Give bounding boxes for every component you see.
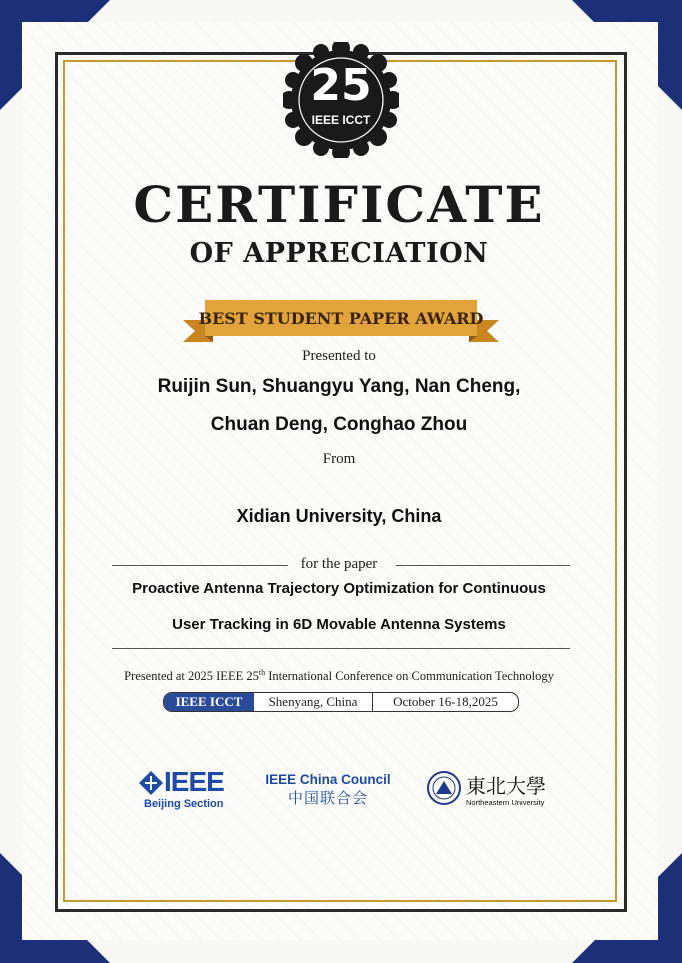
northeastern-university-logo bbox=[426, 768, 546, 812]
divider-right bbox=[396, 565, 570, 566]
seal-number: 25 bbox=[310, 60, 372, 111]
conference-location: Shenyang, China bbox=[254, 693, 373, 711]
divider-bottom bbox=[112, 648, 570, 649]
for-paper-label: for the paper bbox=[300, 556, 378, 572]
conference-tag: IEEE ICCT bbox=[164, 693, 254, 711]
presented-to-label: Presented to bbox=[302, 348, 376, 364]
ieee-beijing-logo bbox=[138, 766, 234, 814]
conference-suffix: International Conference on Communication Technology bbox=[265, 669, 554, 684]
paper-title-line-2: User Tracking in 6D Movable Antenna Systems bbox=[172, 616, 506, 633]
seal-name: IEEE ICCT bbox=[311, 113, 371, 127]
paper-title-line-1: Proactive Antenna Trajectory Optimization for Continuous bbox=[132, 580, 546, 597]
ieee-china-council-en: IEEE China Council bbox=[265, 772, 391, 787]
conference-info-bar bbox=[163, 692, 519, 712]
conference-ordinal: th bbox=[258, 668, 266, 677]
beijing-section-label: Beijing Section bbox=[144, 798, 224, 810]
university-name-cn: 東北大學 bbox=[466, 774, 546, 798]
recipients-line-2: Chuan Deng, Conghao Zhou bbox=[210, 414, 468, 435]
conference-seal-icon bbox=[283, 42, 399, 158]
ieee-china-council-cn: 中国联合会 bbox=[287, 789, 368, 807]
certificate-subtitle: OF APPRECIATION bbox=[189, 238, 489, 269]
institution-name: Xidian University, China bbox=[236, 506, 442, 526]
recipients-line-1: Ruijin Sun, Shuangyu Yang, Nan Cheng, bbox=[157, 376, 521, 397]
ieee-china-council-logo bbox=[256, 772, 400, 812]
conference-prefix: Presented at 2025 IEEE 25 bbox=[124, 669, 259, 684]
from-label: From bbox=[322, 451, 356, 467]
ieee-diamond-icon bbox=[138, 770, 164, 796]
ieee-word: IEEE bbox=[164, 766, 224, 797]
conference-dates: October 16-18,2025 bbox=[393, 694, 498, 709]
award-name: BEST STUDENT PAPER AWARD bbox=[198, 309, 484, 328]
university-emblem-icon bbox=[426, 770, 462, 806]
conference-statement bbox=[63, 668, 615, 684]
university-name-en: Northeastern University bbox=[466, 798, 545, 807]
certificate-title: CERTIFICATE bbox=[133, 175, 545, 234]
award-ribbon bbox=[183, 292, 499, 352]
